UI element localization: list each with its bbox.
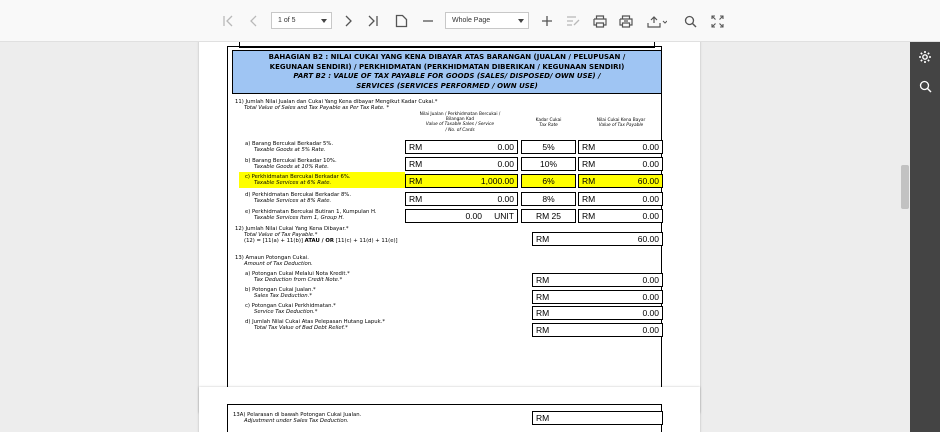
q12-formula — [244, 238, 398, 245]
search-icon[interactable] — [910, 71, 940, 101]
row-a-label-en: Taxable Goods at 5% Rate. — [254, 147, 326, 153]
print-icon[interactable] — [591, 11, 609, 31]
q13-label-en: Amount of Tax Deduction. — [244, 261, 313, 267]
row-d-label-en: Taxable Services at 8% Rate. — [254, 198, 332, 204]
row-c-rate-field[interactable] — [521, 174, 576, 188]
field-value: 0.00 — [497, 142, 514, 152]
col2-en: Tax Rate — [539, 123, 558, 129]
first-page-icon[interactable] — [219, 11, 237, 31]
q13a-label: a) Potongan Cukai Melalui Nota Kredit.* — [245, 271, 350, 277]
vertical-scrollbar[interactable] — [900, 42, 910, 432]
field-value: 0.00 — [465, 211, 482, 221]
row-e-rate-field[interactable] — [521, 209, 576, 223]
q13b-label-en: Sales Tax Deduction.* — [254, 293, 312, 299]
col-tax-rate-header — [521, 118, 576, 128]
row-a-value-field[interactable] — [405, 140, 518, 154]
col3-en: Value of Tax Payable — [598, 123, 644, 129]
field-value: 0.00 — [642, 142, 659, 152]
field-value: 0.00 — [642, 194, 659, 204]
pdf-page-1 — [199, 42, 700, 413]
unit-label: UNIT — [494, 211, 514, 221]
row-d-rate-field[interactable] — [521, 192, 576, 206]
currency-prefix: RM — [536, 275, 550, 285]
q12-label: 12) Jumlah Nilai Cukai Yang Kena Dibayar.* — [235, 226, 349, 232]
q13b-field[interactable] — [532, 290, 663, 304]
q12-formula-or: ATAU / OR — [304, 238, 335, 244]
scrollbar-thumb[interactable] — [901, 165, 909, 209]
pdf-page-2 — [199, 387, 700, 432]
page-number-value: 1 of 5 — [278, 17, 296, 24]
row-b-rate-field[interactable] — [521, 157, 576, 171]
currency-prefix: RM — [582, 194, 596, 204]
row-a-tax-field[interactable] — [578, 140, 663, 154]
currency-prefix: RM — [536, 308, 550, 318]
col1-en-1: Value of Taxable Sales / Service — [425, 122, 495, 128]
zoom-in-icon[interactable] — [538, 11, 556, 31]
field-value: 0.00 — [642, 159, 659, 169]
row-a-label: a) Barang Bercukai Berkadar 5%. — [245, 141, 334, 147]
row-e-label: e) Perkhidmatan Bercukai Butiran 1, Kumpulan H. — [245, 209, 377, 215]
field-value: 60.00 — [637, 234, 659, 244]
field-value: 0.00 — [642, 292, 659, 302]
zoom-select[interactable] — [445, 12, 529, 29]
q13a-field[interactable] — [532, 273, 663, 287]
row-b-tax-field[interactable] — [578, 157, 663, 171]
q13a-adjustment-field[interactable] — [532, 411, 663, 425]
currency-prefix: RM — [409, 194, 423, 204]
q13c-label: c) Potongan Cukai Perkhidmatan.* — [245, 303, 336, 309]
q13a-adjustment-label: 13A) Pelarasan di bawah Potongan Cukai Jualan. — [233, 412, 362, 418]
q13d-label-en: Total Tax Value of Bad Debt Relief.* — [254, 325, 348, 331]
field-value: 1,000.00 — [480, 176, 514, 186]
field-value: 0.00 — [497, 194, 514, 204]
q13c-field[interactable] — [532, 306, 663, 320]
page-number-select[interactable] — [271, 12, 332, 29]
field-value: 8% — [542, 194, 555, 204]
zoom-out-icon[interactable] — [419, 11, 437, 31]
col1-ms-1: Nilai Jualan / Perkhidmatan Bercukai / — [419, 112, 501, 117]
header-ms-line2: KEGUNAAN SENDIRI) / PERKHIDMATAN (PERKHIDMATAN DIBERIKAN / KEGUNAAN SENDIRI) — [269, 62, 625, 71]
row-e-label-en: Taxable Services Item 1, Group H. — [254, 215, 345, 221]
currency-prefix: RM — [582, 142, 596, 152]
q11-title: 11) Jumlah Nilai Jualan dan Cukai Yang Kena dibayar Mengikut Kadar Cukai.* — [235, 99, 438, 105]
field-value: 0.00 — [642, 325, 659, 335]
header-en-line2: SERVICES (SERVICES PERFORMED / OWN USE) — [356, 81, 538, 90]
header-ms-line1: BAHAGIAN B2 : NILAI CUKAI YANG KENA DIBAYAR ATAS BARANGAN (JUALAN / PELUPUSAN / — [268, 53, 626, 61]
chevron-down-icon — [321, 19, 327, 23]
document-viewport[interactable] — [0, 42, 910, 432]
col-tax-payable-header — [580, 118, 662, 128]
col-taxable-value-header — [405, 112, 515, 133]
row-c-label-en: Taxable Services at 6% Rate. — [254, 180, 332, 186]
currency-prefix: RM — [536, 325, 550, 335]
q13d-label: d) Jumlah Nilai Cukai Atas Pelepasan Hutang Lapuk.* — [245, 319, 386, 325]
fullscreen-icon[interactable] — [708, 11, 726, 31]
row-a-rate-field[interactable] — [521, 140, 576, 154]
row-b-label-en: Taxable Goods at 10% Rate. — [254, 164, 329, 170]
previous-page-icon[interactable] — [245, 11, 263, 31]
part-b2-header — [232, 50, 662, 94]
row-b-value-field[interactable] — [405, 157, 518, 171]
row-e-tax-field[interactable] — [578, 209, 663, 223]
currency-prefix: RM — [582, 176, 596, 186]
q13d-field[interactable] — [532, 323, 663, 337]
q12-formula-a: (12) = [11(a) + 11(b)] — [244, 238, 303, 244]
q12-formula-c: [11(c) + 11(d) + 11(e)] — [335, 238, 398, 244]
col2-ms: Kadar Cukai — [535, 118, 562, 123]
currency-prefix: RM — [582, 211, 596, 221]
last-page-icon[interactable] — [364, 11, 382, 31]
chevron-down-icon — [518, 19, 524, 23]
annotate-icon[interactable] — [564, 11, 582, 31]
zoom-value: Whole Page — [452, 17, 491, 24]
search-icon[interactable] — [681, 11, 699, 31]
field-value: 6% — [542, 176, 555, 186]
row-d-tax-field[interactable] — [578, 192, 663, 206]
currency-prefix: RM — [409, 176, 423, 186]
q11-title-en: Total Value of Sales and Tax Payable as Per Tax Rate. * — [244, 105, 390, 111]
q13a-adjustment-label-en: Adjustment under Sales Tax Deduction. — [244, 418, 349, 424]
settings-icon[interactable] — [910, 42, 940, 72]
side-panel — [910, 42, 940, 432]
print-options-icon[interactable] — [617, 11, 635, 31]
currency-prefix: RM — [536, 413, 550, 423]
q12-label-en: Total Value of Tax Payable.* — [244, 232, 318, 238]
currency-prefix: RM — [582, 159, 596, 169]
field-value: 0.00 — [497, 159, 514, 169]
col1-en-2: / No. of Cards — [445, 127, 475, 133]
q13c-label-en: Service Tax Deduction.* — [254, 309, 318, 315]
field-value: RM 25 — [535, 211, 562, 221]
col3-ms: Nilai Cukai Kena Bayar — [596, 118, 646, 123]
row-c-tax-field[interactable] — [578, 174, 663, 188]
row-c-label: c) Perkhidmatan Bercukai Berkadar 6%. — [245, 174, 351, 180]
q12-total-field[interactable] — [532, 232, 663, 246]
col1-ms-2: Bilangan Kad — [445, 117, 475, 123]
field-value: 0.00 — [642, 308, 659, 318]
viewer-toolbar — [0, 0, 940, 42]
field-value: 10% — [539, 159, 557, 169]
currency-prefix: RM — [536, 234, 550, 244]
q13-label: 13) Amaun Potongan Cukai. — [235, 255, 309, 261]
field-value: 0.00 — [642, 211, 659, 221]
q13b-label: b) Potongan Cukai Jualan.* — [245, 287, 316, 293]
page-view-icon[interactable] — [392, 11, 410, 31]
row-b-label: b) Barang Bercukai Berkadar 10%. — [245, 158, 337, 164]
field-value: 5% — [542, 142, 555, 152]
field-value: 60.00 — [637, 176, 659, 186]
row-d-value-field[interactable] — [405, 192, 518, 206]
currency-prefix: RM — [409, 142, 423, 152]
row-d-label: d) Perkhidmatan Bercukai Berkadar 8%. — [245, 192, 352, 198]
currency-prefix: RM — [409, 159, 423, 169]
field-value: 0.00 — [642, 275, 659, 285]
q13a-label-en: Tax Deduction from Credit Note.* — [254, 277, 343, 283]
row-c-value-field[interactable] — [405, 174, 518, 188]
next-page-icon[interactable] — [339, 11, 357, 31]
header-en-line1: PART B2 : VALUE OF TAX PAYABLE FOR GOODS (SALES/ DISPOSED/ OWN USE) / — [293, 72, 601, 81]
row-e-unit-field[interactable] — [405, 209, 518, 223]
currency-prefix: RM — [536, 292, 550, 302]
share-icon[interactable] — [644, 11, 670, 31]
